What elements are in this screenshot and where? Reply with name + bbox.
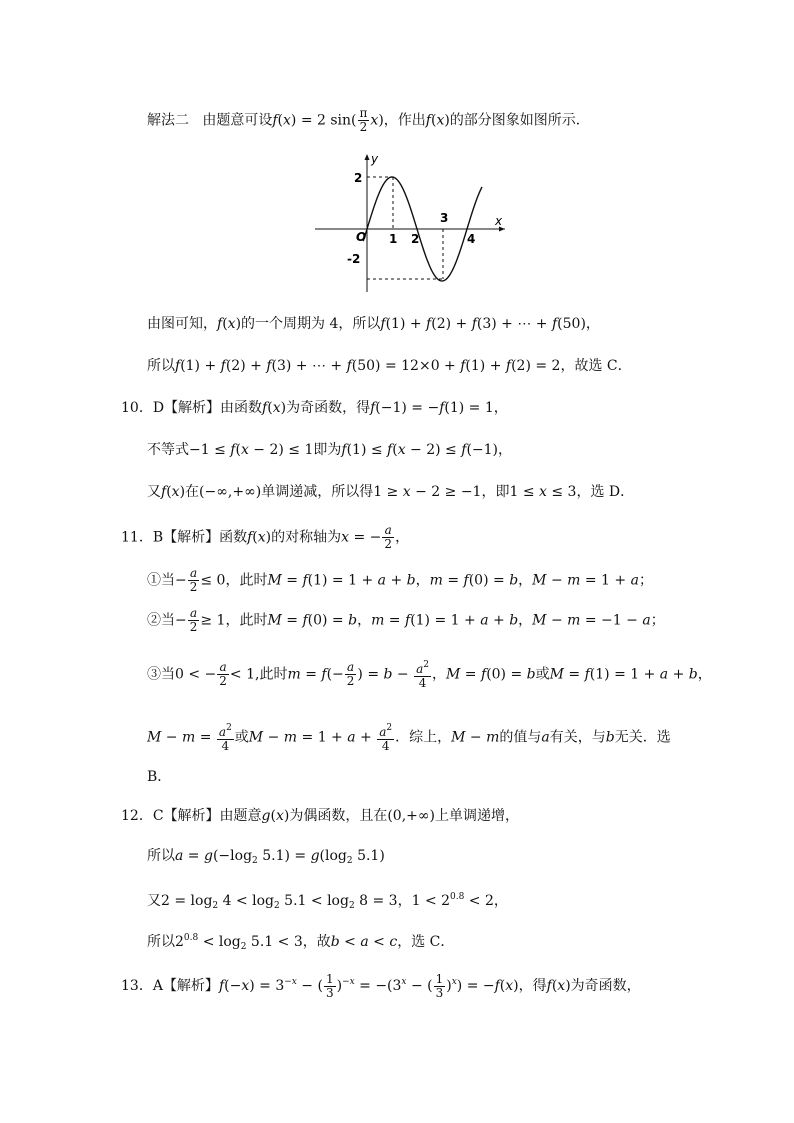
q12-line3: 又$2 = \log_2 4 < \log_2 5.1 < \log_2 8 = 3$，$1 < 2^{0.8} < 2$， — [147, 892, 508, 911]
q11-line1: 11．B【解析】函数f(x)的对称轴为x = − $\frac{a}{2}$ ， — [121, 523, 410, 551]
q12-line2: 所以$a = g(-\log_2$ $5.1) = g(\log_2$ 5.1) — [147, 848, 385, 866]
solution-two-line: 解法二 由题意可设f(x) = 2 sin( $\frac{\pi}{2}$ x)，作出f(x)的部分图象如图所示． — [147, 106, 590, 134]
q12-line4: 所以$2^{0.8} < \log_2 5.1 < 3$，故b < a < c，选 C． — [147, 933, 455, 952]
y-tick-2: 2 — [354, 171, 363, 185]
q11-conclusion: M − m = $\frac{a^2}{4}$ 或M − m = 1 + a + $\frac{a^2}{4}$ ．综上，M − m的值与a有关，与b无关．选 — [147, 723, 671, 753]
q10-line2: 不等式−1 ≤ f(x − 2) ≤ 1即为f(1) ≤ f(x − 2) ≤ f(−1)， — [147, 442, 512, 458]
x-tick-2: 2 — [411, 232, 420, 246]
sum-line: 所以f(1) + f(2) + f(3) + ⋯ + f(50) = 12×0 + f(1) + f(2) = 2，故选 C． — [147, 358, 632, 374]
q11-case3: ③当0 < − $\frac{a}{2}$ < 1,此时m = f(− $\frac{a}{2}$ ) = b − $\frac{a^2}{4}$ ，M = f(0) = b或M = f(1) = 1 + a + b， — [147, 660, 712, 690]
q10-number: 10．D【解析】 — [121, 400, 221, 416]
q11-number: 11．B【解析】 — [121, 529, 220, 546]
x-axis-label: x — [495, 214, 503, 228]
q11-answer: B． — [147, 769, 172, 785]
q10-line3: 又f(x)在(−∞,+∞)单调递减，所以得1 ≥ x − 2 ≥ −1，即1 ≤ x ≤ 3，选 D． — [147, 484, 635, 500]
y-axis-label: y — [371, 152, 379, 166]
origin-label: O — [356, 230, 367, 244]
y-tick-neg2: -2 — [347, 252, 361, 266]
q11-case1: ①当− $\frac{a}{2}$ ≤ 0，此时M = f(1) = 1 + a + b，m = f(0) = b，M − m = 1 + a； — [147, 566, 653, 594]
period-line: 由图可知，f(x)的一个周期为 4，所以f(1) + f(2) + f(3) + ⋯ + f(50)， — [147, 316, 600, 332]
sine-graph — [300, 150, 510, 300]
solution-label: 解法二 — [147, 112, 189, 129]
q11-case2: ②当− $\frac{a}{2}$ ≥ 1，此时M = f(0) = b，m = f(1) = 1 + a + b，M − m = −1 − a； — [147, 606, 665, 634]
q13-line1: 13．A【解析】$f(-x) = 3^{-x}$ − ( $\frac{1}{3}$ )$^{-x} = -(3^x$ − ( $\frac{1}{3}$ )$^x$) = −f(x)，得f(x)为奇函数， — [121, 971, 641, 1000]
x-tick-4: 4 — [467, 232, 476, 246]
q13-number: 13．A【解析】 — [121, 978, 219, 994]
x-tick-1: 1 — [389, 232, 398, 246]
q10-line1: 10．D【解析】由函数f(x)为奇函数，得f(−1) = −f(1) = 1， — [121, 400, 508, 416]
q12-line1: 12．C【解析】由题意g(x)为偶函数，且在(0,+∞)上单调递增， — [121, 808, 520, 824]
q12-number: 12．C【解析】 — [121, 808, 220, 824]
x-tick-3: 3 — [440, 211, 449, 225]
